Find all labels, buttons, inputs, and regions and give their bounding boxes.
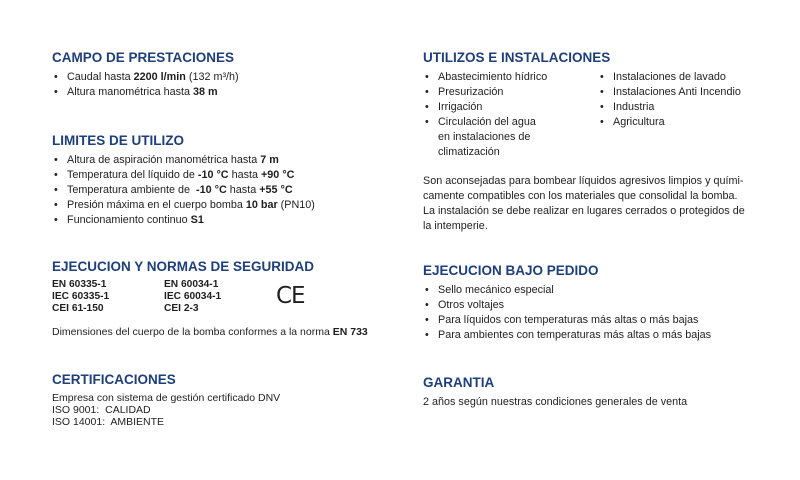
norm-label: IEC 60034-1: [164, 291, 222, 302]
bullet-icon: •: [54, 71, 58, 83]
bullet-icon: •: [600, 71, 604, 83]
norms-column-2: [164, 279, 276, 315]
section-title: CAMPO DE PRESTACIONES: [52, 50, 235, 65]
cert-line: Empresa con sistema de gestión certificado DNV: [52, 392, 281, 404]
ce-mark-icon: CE: [276, 283, 305, 309]
list-item: • Para líquidos con temperaturas más altas o más bajas: [425, 314, 699, 326]
bullet-icon: •: [54, 184, 58, 196]
section-ejecucion-normas: [52, 259, 382, 340]
list-item: • Temperatura del líquido de -10 °C hasta +90 °C: [54, 169, 295, 181]
list-item: • Irrigación: [425, 101, 483, 113]
list-item: • Temperatura ambiente de -10 °C hasta +55 °C: [54, 184, 293, 196]
bullet-list: [52, 153, 382, 228]
bullet-icon: •: [54, 154, 58, 166]
section-limites-utilizo: [52, 133, 382, 228]
bullet-list: [52, 70, 382, 100]
bullet-list: [423, 283, 773, 343]
bullet-icon: •: [425, 329, 429, 341]
bullet-icon: •: [425, 116, 429, 128]
garantia-text: 2 años según nuestras condiciones generales de venta: [423, 396, 688, 408]
list-item: • Industria: [600, 101, 655, 113]
bullet-icon: •: [425, 101, 429, 113]
norm-label: EN 60034-1: [164, 279, 219, 290]
list-item: • Sello mecánico especial: [425, 284, 554, 296]
bullet-icon: •: [54, 169, 58, 181]
list-item: • Circulación del agua en instalaciones de climatización: [425, 116, 536, 158]
norms-column-1: [52, 279, 164, 315]
section-title: CERTIFICACIONES: [52, 372, 176, 387]
bullet-icon: •: [600, 101, 604, 113]
uses-columns: [423, 70, 773, 160]
list-item: • Altura manométrica hasta 38 m: [54, 86, 218, 98]
section-certificaciones: [52, 372, 382, 428]
list-item: • Abastecimiento hídrico: [425, 71, 548, 83]
list-item: • Instalaciones de lavado: [600, 71, 726, 83]
section-utilizos-instalaciones: [423, 50, 773, 234]
bullet-icon: •: [425, 71, 429, 83]
norm-label: CEI 61-150: [52, 303, 104, 314]
bullet-list: [598, 70, 741, 160]
list-item: • Caudal hasta 2200 l/min (132 m³/h): [54, 71, 239, 83]
uses-paragraph: Son aconsejadas para bombear líquidos agresivos limpios y quími- camente compatibles con los materiales que consolidal la bomba. La instalación se debe realizar en lugares cerrados o protegidos de la intemperie.: [423, 175, 745, 232]
section-garantia: [423, 375, 773, 410]
list-item: • Otros voltajes: [425, 299, 505, 311]
norm-note: Dimensiones del cuerpo de la bomba conformes a la norma EN 733: [52, 326, 368, 338]
list-item: • Presurización: [425, 86, 504, 98]
norms-table: [52, 279, 382, 315]
list-item: • Altura de aspiración manométrica hasta 7 m: [54, 154, 279, 166]
bullet-icon: •: [425, 86, 429, 98]
norm-label: IEC 60335-1: [52, 291, 110, 302]
norm-label: CEI 2-3: [164, 303, 199, 314]
bullet-icon: •: [600, 116, 604, 128]
bullet-icon: •: [54, 86, 58, 98]
list-item: • Para ambientes con temperaturas más altas o más bajas: [425, 329, 712, 341]
cert-line: ISO 14001: AMBIENTE: [52, 416, 165, 428]
bullet-icon: •: [54, 199, 58, 211]
section-title: GARANTIA: [423, 375, 495, 390]
bullet-icon: •: [425, 284, 429, 296]
list-item: • Instalaciones Anti Incendio: [600, 86, 741, 98]
list-item: • Agricultura: [600, 116, 665, 128]
list-item: • Presión máxima en el cuerpo bomba 10 bar (PN10): [54, 199, 315, 211]
section-title: LIMITES DE UTILIZO: [52, 133, 184, 148]
section-ejecucion-pedido: [423, 263, 773, 343]
bullet-icon: •: [425, 314, 429, 326]
bullet-icon: •: [425, 299, 429, 311]
bullet-icon: •: [54, 214, 58, 226]
list-item: • Funcionamiento continuo S1: [54, 214, 204, 226]
section-title: EJECUCION BAJO PEDIDO: [423, 263, 599, 278]
section-title: EJECUCION Y NORMAS DE SEGURIDAD: [52, 259, 315, 274]
bullet-list: [423, 70, 598, 160]
section-campo-prestaciones: [52, 50, 382, 100]
norm-label: EN 60335-1: [52, 279, 107, 290]
bullet-icon: •: [600, 86, 604, 98]
section-title: UTILIZOS E INSTALACIONES: [423, 50, 611, 65]
cert-line: ISO 9001: CALIDAD: [52, 404, 151, 416]
